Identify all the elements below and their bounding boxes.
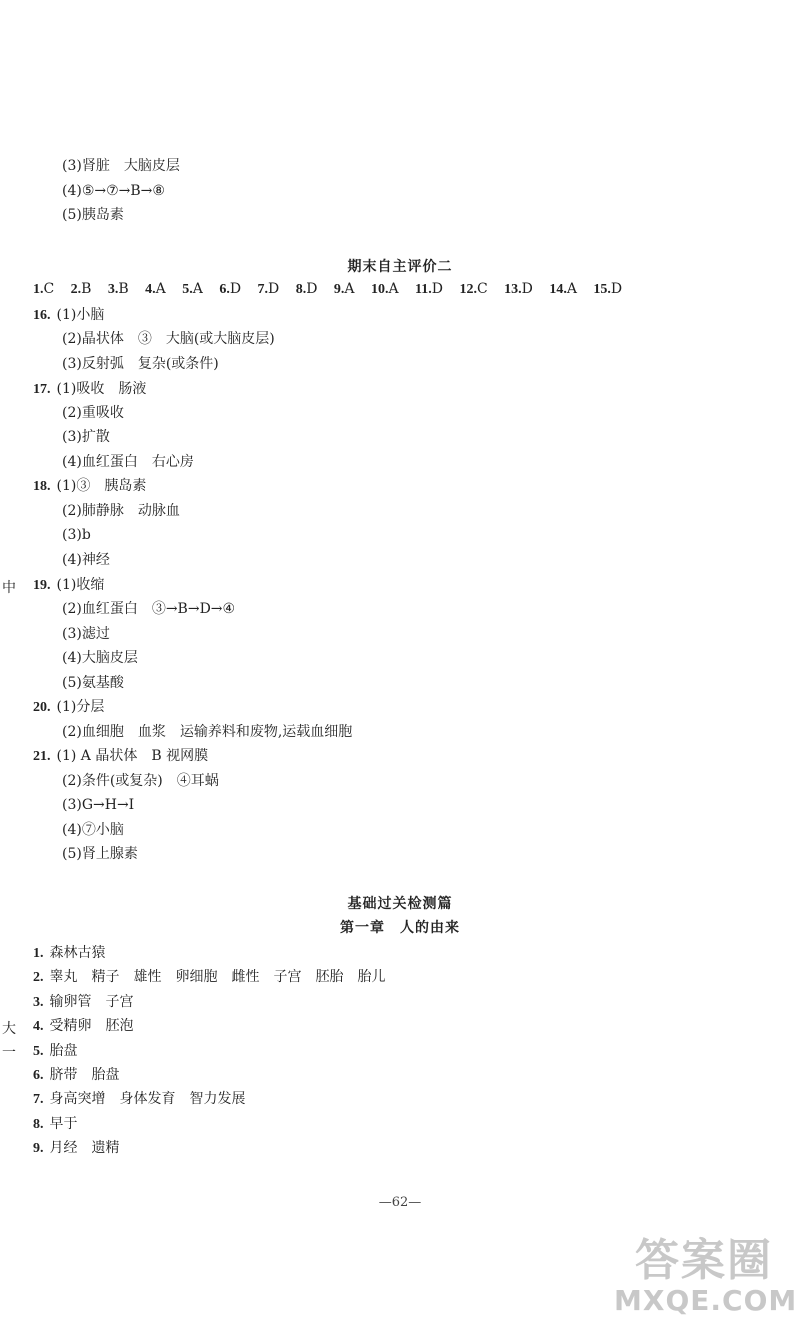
page-number: —62— [378, 1195, 422, 1210]
answer-line: (3)扩散 [62, 429, 110, 445]
answer-line: (3)反射弧 复杂(或条件) [62, 356, 219, 372]
choice-item: 15.D [593, 281, 623, 297]
chapter-title: 第一章 人的由来 [340, 920, 460, 936]
answer-line: (3)滤过 [62, 626, 110, 642]
answer-line: 19. (1)收缩 [33, 577, 105, 593]
choice-item: 11.D [415, 281, 444, 297]
answer-line: 1. 森林古猿 [33, 945, 106, 961]
answer-line: (2)重吸收 [62, 405, 124, 421]
choice-item: 10.A [370, 281, 399, 297]
choice-item: 6.D [219, 281, 242, 297]
answer-line: 2. 睾丸 精子 雄性 卵细胞 雌性 子宫 胚胎 胎儿 [33, 969, 386, 985]
answer-line: 9. 月经 遗精 [33, 1140, 120, 1156]
answer-line: 5. 胎盘 [33, 1043, 78, 1059]
answer-line: 20. (1)分层 [33, 699, 105, 715]
answer-line: (3)G→H→I [62, 797, 135, 813]
margin-char: 一 [2, 1045, 16, 1061]
answer-line: 4. 受精卵 胚泡 [33, 1018, 134, 1034]
answer-line: (2)条件(或复杂) ④耳蜗 [62, 773, 219, 789]
choice-item: 14.A [549, 281, 577, 297]
answer-line: (2)血细胞 血浆 运输养料和废物,运载血细胞 [62, 724, 353, 740]
answer-line: (2)晶状体 ③ 大脑(或大脑皮层) [62, 331, 275, 347]
choice-item: 13.D [504, 281, 533, 297]
answer-line: 17. (1)吸收 肠液 [33, 381, 147, 397]
choice-item: 5.A [182, 281, 203, 297]
choice-item: 3.B [107, 281, 129, 297]
watermark-url: MXQE.COM [614, 1284, 798, 1317]
margin-char: 大 [2, 1021, 16, 1037]
section-title: 期末自主评价二 [347, 259, 453, 275]
choice-item: 12.C [459, 281, 488, 297]
answer-line: (3)肾脏 大脑皮层 [62, 158, 180, 174]
answer-line: 16. (1)小脑 [33, 307, 105, 323]
answer-line: (5)氨基酸 [62, 675, 124, 691]
choice-item: 4.A [145, 281, 166, 297]
answer-line: 6. 脐带 胎盘 [33, 1067, 120, 1083]
answer-line: (3)b [62, 527, 91, 543]
answer-line: 18. (1)③ 胰岛素 [33, 478, 147, 494]
answer-line: 7. 身高突增 身体发育 智力发展 [33, 1091, 246, 1107]
answer-line: (5)胰岛素 [62, 207, 124, 223]
margin-char: 中 [2, 580, 16, 596]
choice-item: 9.A [333, 281, 355, 297]
watermark-text: 答案圈 [635, 1235, 773, 1286]
answer-line: (4)大脑皮层 [62, 650, 138, 666]
answer-line: (2)血红蛋白 ③→B→D→④ [62, 601, 236, 617]
choice-item: 1.C [33, 281, 55, 297]
answer-line: (2)肺静脉 动脉血 [62, 503, 180, 519]
answer-line: 3. 输卵管 子宫 [33, 994, 134, 1010]
answer-line: (4)⑤→⑦→B→⑧ [62, 183, 165, 199]
answer-line: (5)肾上腺素 [62, 846, 138, 862]
answer-line: (4)⑦小脑 [62, 822, 124, 838]
choice-item: 8.D [295, 281, 318, 297]
section-title: 基础过关检测篇 [347, 896, 453, 912]
answer-line: (4)血红蛋白 右心房 [62, 454, 194, 470]
answer-line: 21. (1) A 晶状体 B 视网膜 [33, 748, 209, 764]
watermark-logo [614, 1235, 798, 1324]
choice-answers-row [33, 281, 634, 298]
answer-line: (4)神经 [62, 552, 110, 568]
answer-line: 8. 早于 [33, 1116, 78, 1132]
choice-item: 2.B [70, 281, 92, 297]
choice-item: 7.D [257, 281, 280, 297]
